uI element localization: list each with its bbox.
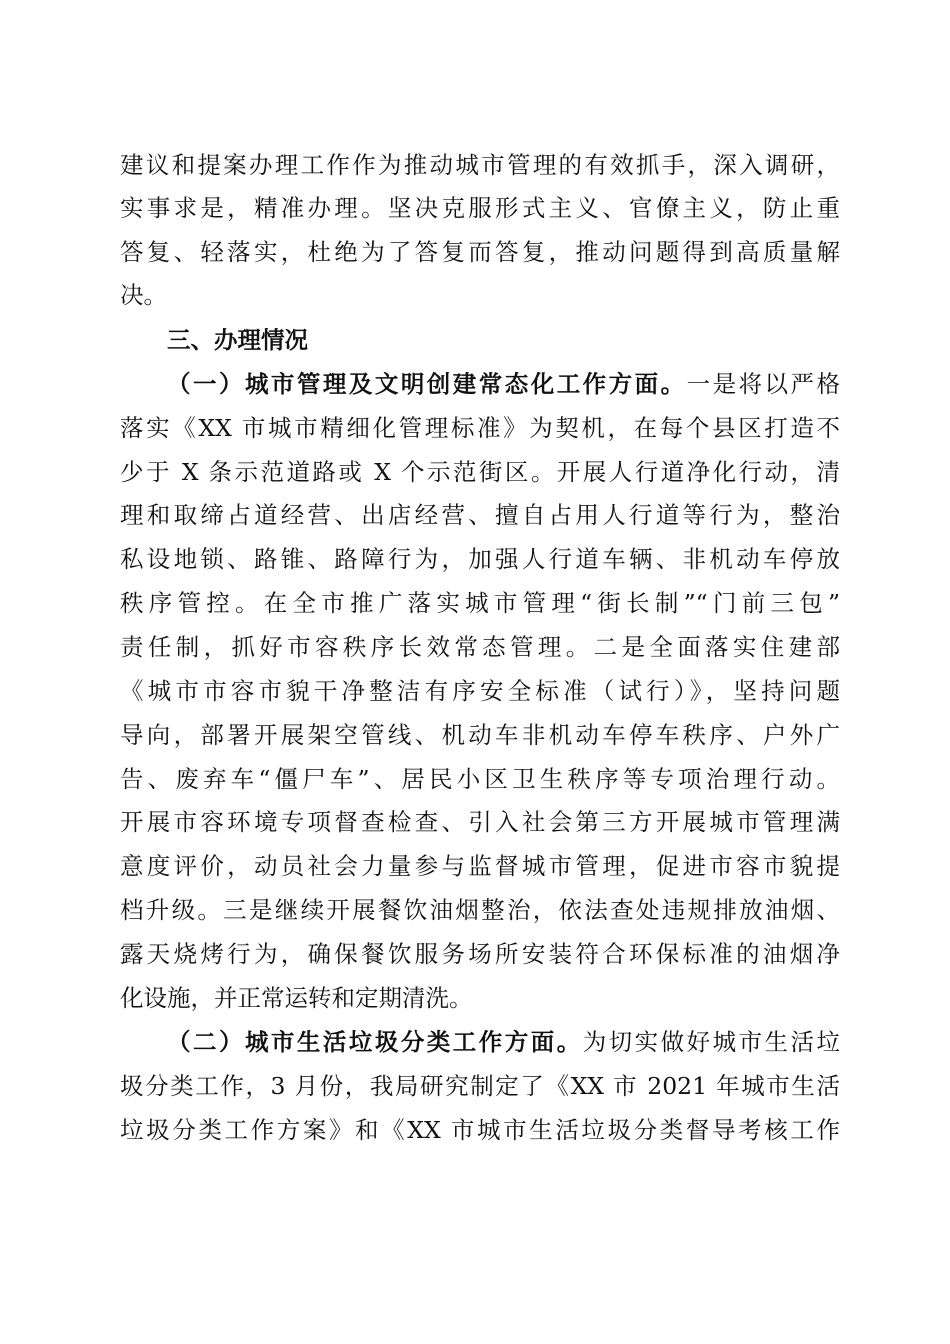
body-line: 告、废弃车“僵尸车”、居民小区卫生秩序等专项治理行动。 (120, 765, 840, 793)
body-line: 导向，部署开展架空管线、机动车非机动车停车秩序、户外广 (120, 721, 840, 749)
body-line: 垃圾分类工作方案》和《XX 市城市生活垃圾分类督导考核工作 (120, 1116, 840, 1144)
body-line: 实事求是，精准办理。坚决克服形式主义、官僚主义，防止重 (120, 194, 840, 222)
section-heading: 三、办理情况 (167, 326, 308, 354)
body-line: 建议和提案办理工作作为推动城市管理的有效抓手，深入调研， (120, 151, 840, 179)
body-line: 《城市市容市貌干净整洁有序安全标准（试行）》，坚持问题 (120, 677, 840, 705)
paragraph-first-line (167, 366, 840, 402)
paragraph-lead: （二）城市生活垃圾分类工作方面。 (167, 1028, 583, 1056)
body-line: 私设地锁、路锥、路障行为，加强人行道车辆、非机动车停放 (120, 545, 840, 573)
body-line: 理和取缔占道经营、出店经营、擅自占用人行道等行为，整治 (120, 501, 840, 529)
body-line: 答复、轻落实，杜绝为了答复而答复，推动问题得到高质量解 (120, 238, 840, 266)
body-line: 圾分类工作，3 月份，我局研究制定了《XX 市 2021 年城市生活 (120, 1072, 840, 1100)
body-line: 秩序管控。在全市推广落实城市管理“街长制”“门前三包” (120, 589, 840, 617)
paragraph-first-rest: 一是将以严格 (686, 370, 841, 398)
body-line: 档升级。三是继续开展餐饮油烟整治，依法查处违规排放油烟、 (120, 896, 840, 924)
paragraph-lead: （一）城市管理及文明创建常态化工作方面。 (167, 370, 687, 398)
body-line: 责任制，抓好市容秩序长效常态管理。二是全面落实住建部 (120, 633, 840, 661)
paragraph-first-line (167, 1024, 840, 1060)
body-line: 少于 X 条示范道路或 X 个示范街区。开展人行道净化行动，清 (120, 458, 840, 486)
body-line: 露天烧烤行为，确保餐饮服务场所安装符合环保标准的油烟净 (120, 940, 840, 968)
paragraph-first-rest: 为切实做好城市生活垃 (582, 1028, 841, 1056)
body-line: 化设施，并正常运转和定期清洗。 (120, 984, 473, 1012)
body-line: 落实《XX 市城市精细化管理标准》为契机，在每个县区打造不 (120, 414, 840, 442)
body-line: 开展市容环境专项督查检查、引入社会第三方开展城市管理满 (120, 808, 840, 836)
body-line: 意度评价，动员社会力量参与监督城市管理，促进市容市貌提 (120, 852, 840, 880)
body-line: 决。 (120, 281, 167, 309)
